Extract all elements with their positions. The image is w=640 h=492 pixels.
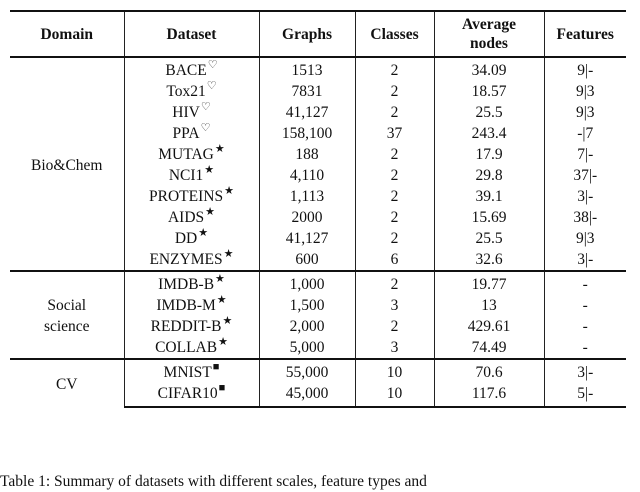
avg-nodes-cell: 429.61 xyxy=(434,316,544,337)
graphs-cell: 41,127 xyxy=(259,228,355,249)
avg-nodes-cell: 19.77 xyxy=(434,271,544,295)
heart-marker-icon: ♡ xyxy=(200,122,211,134)
domain-social-line1: Social xyxy=(47,297,87,314)
graphs-cell: 4,110 xyxy=(259,165,355,186)
classes-cell: 6 xyxy=(355,249,434,271)
classes-cell: 2 xyxy=(355,165,434,186)
dataset-cell: REDDIT-B★ xyxy=(124,316,259,337)
avg-nodes-cell: 15.69 xyxy=(434,207,544,228)
dataset-cell: MNIST■ xyxy=(124,359,259,383)
square-marker-icon: ■ xyxy=(212,361,220,373)
avg-nodes-cell: 243.4 xyxy=(434,123,544,144)
features-cell: 3|- xyxy=(544,249,626,271)
classes-cell: 10 xyxy=(355,383,434,407)
graphs-cell: 600 xyxy=(259,249,355,271)
features-cell: 7|- xyxy=(544,144,626,165)
avg-nodes-cell: 34.09 xyxy=(434,57,544,81)
graphs-cell: 158,100 xyxy=(259,123,355,144)
star-marker-icon: ★ xyxy=(222,315,233,327)
features-cell: - xyxy=(544,295,626,316)
dataset-cell: Tox21♡ xyxy=(124,81,259,102)
avg-nodes-cell: 70.6 xyxy=(434,359,544,383)
classes-cell: 2 xyxy=(355,81,434,102)
domain-cell-bio-chem: Bio&Chem xyxy=(10,57,124,271)
dataset-cell: COLLAB★ xyxy=(124,337,259,359)
avg-nodes-cell: 74.49 xyxy=(434,337,544,359)
header-average-nodes-line2: nodes xyxy=(470,35,508,52)
features-cell: 38|- xyxy=(544,207,626,228)
features-cell: 9|3 xyxy=(544,81,626,102)
classes-cell: 37 xyxy=(355,123,434,144)
datasets-table xyxy=(10,10,626,408)
header-average-nodes xyxy=(434,11,544,57)
star-marker-icon: ★ xyxy=(218,336,228,348)
avg-nodes-cell: 13 xyxy=(434,295,544,316)
heart-marker-icon: ♡ xyxy=(200,101,211,113)
graphs-cell: 41,127 xyxy=(259,102,355,123)
header-row xyxy=(10,11,626,57)
graphs-cell: 1,000 xyxy=(259,271,355,295)
avg-nodes-cell: 25.5 xyxy=(434,102,544,123)
group-bio-chem xyxy=(10,57,626,271)
dataset-cell: BACE♡ xyxy=(124,57,259,81)
avg-nodes-cell: 32.6 xyxy=(434,249,544,271)
dataset-cell: HIV♡ xyxy=(124,102,259,123)
star-marker-icon: ★ xyxy=(223,248,234,260)
star-marker-icon: ★ xyxy=(214,143,225,155)
graphs-cell: 1,113 xyxy=(259,186,355,207)
heart-marker-icon: ♡ xyxy=(206,80,217,92)
table-caption: Table 1: Summary of datasets with different scales, feature types and xyxy=(0,473,427,490)
dataset-cell: DD★ xyxy=(124,228,259,249)
dataset-cell: IMDB-M★ xyxy=(124,295,259,316)
graphs-cell: 7831 xyxy=(259,81,355,102)
graphs-cell: 55,000 xyxy=(259,359,355,383)
features-cell: - xyxy=(544,271,626,295)
heart-marker-icon: ♡ xyxy=(207,59,218,71)
dataset-cell: ENZYMES★ xyxy=(124,249,259,271)
star-marker-icon: ★ xyxy=(198,227,209,239)
graphs-cell: 2000 xyxy=(259,207,355,228)
header-average-nodes-line1: Average xyxy=(462,16,516,33)
header-graphs: Graphs xyxy=(259,11,355,57)
header-dataset: Dataset xyxy=(124,11,259,57)
classes-cell: 2 xyxy=(355,271,434,295)
graphs-cell: 1,500 xyxy=(259,295,355,316)
features-cell: 9|3 xyxy=(544,102,626,123)
features-cell: 37|- xyxy=(544,165,626,186)
dataset-cell: CIFAR10■ xyxy=(124,383,259,407)
group-social-science xyxy=(10,271,626,359)
features-cell: - xyxy=(544,316,626,337)
graphs-cell: 45,000 xyxy=(259,383,355,407)
table-row xyxy=(10,57,626,81)
classes-cell: 2 xyxy=(355,57,434,81)
features-cell: 5|- xyxy=(544,383,626,407)
avg-nodes-cell: 117.6 xyxy=(434,383,544,407)
domain-social-line2: science xyxy=(43,318,90,335)
features-cell: - xyxy=(544,337,626,359)
star-marker-icon: ★ xyxy=(204,164,215,176)
graphs-cell: 2,000 xyxy=(259,316,355,337)
classes-cell: 2 xyxy=(355,102,434,123)
classes-cell: 2 xyxy=(355,207,434,228)
table-row xyxy=(10,271,626,295)
dataset-cell: PROTEINS★ xyxy=(124,186,259,207)
classes-cell: 2 xyxy=(355,228,434,249)
avg-nodes-cell: 25.5 xyxy=(434,228,544,249)
domain-cell-social-science xyxy=(10,271,124,359)
star-marker-icon: ★ xyxy=(216,294,227,306)
features-cell: 3|- xyxy=(544,186,626,207)
graphs-cell: 5,000 xyxy=(259,337,355,359)
avg-nodes-cell: 29.8 xyxy=(434,165,544,186)
star-marker-icon: ★ xyxy=(224,185,234,197)
features-cell: 9|- xyxy=(544,57,626,81)
domain-cell-cv: CV xyxy=(10,359,124,407)
avg-nodes-cell: 17.9 xyxy=(434,144,544,165)
square-marker-icon: ■ xyxy=(218,382,226,394)
graphs-cell: 1513 xyxy=(259,57,355,81)
features-cell: 9|3 xyxy=(544,228,626,249)
classes-cell: 2 xyxy=(355,186,434,207)
header-features: Features xyxy=(544,11,626,57)
avg-nodes-cell: 39.1 xyxy=(434,186,544,207)
classes-cell: 10 xyxy=(355,359,434,383)
dataset-cell: IMDB-B★ xyxy=(124,271,259,295)
classes-cell: 3 xyxy=(355,337,434,359)
dataset-cell: AIDS★ xyxy=(124,207,259,228)
features-cell: 3|- xyxy=(544,359,626,383)
classes-cell: 3 xyxy=(355,295,434,316)
dataset-cell: NCI1★ xyxy=(124,165,259,186)
features-cell: -|7 xyxy=(544,123,626,144)
header-classes: Classes xyxy=(355,11,434,57)
star-marker-icon: ★ xyxy=(205,206,216,218)
dataset-cell: PPA♡ xyxy=(124,123,259,144)
classes-cell: 2 xyxy=(355,144,434,165)
star-marker-icon: ★ xyxy=(215,273,225,285)
header-domain: Domain xyxy=(10,11,124,57)
table-row xyxy=(10,359,626,383)
group-cv xyxy=(10,359,626,407)
graphs-cell: 188 xyxy=(259,144,355,165)
dataset-cell: MUTAG★ xyxy=(124,144,259,165)
classes-cell: 2 xyxy=(355,316,434,337)
avg-nodes-cell: 18.57 xyxy=(434,81,544,102)
